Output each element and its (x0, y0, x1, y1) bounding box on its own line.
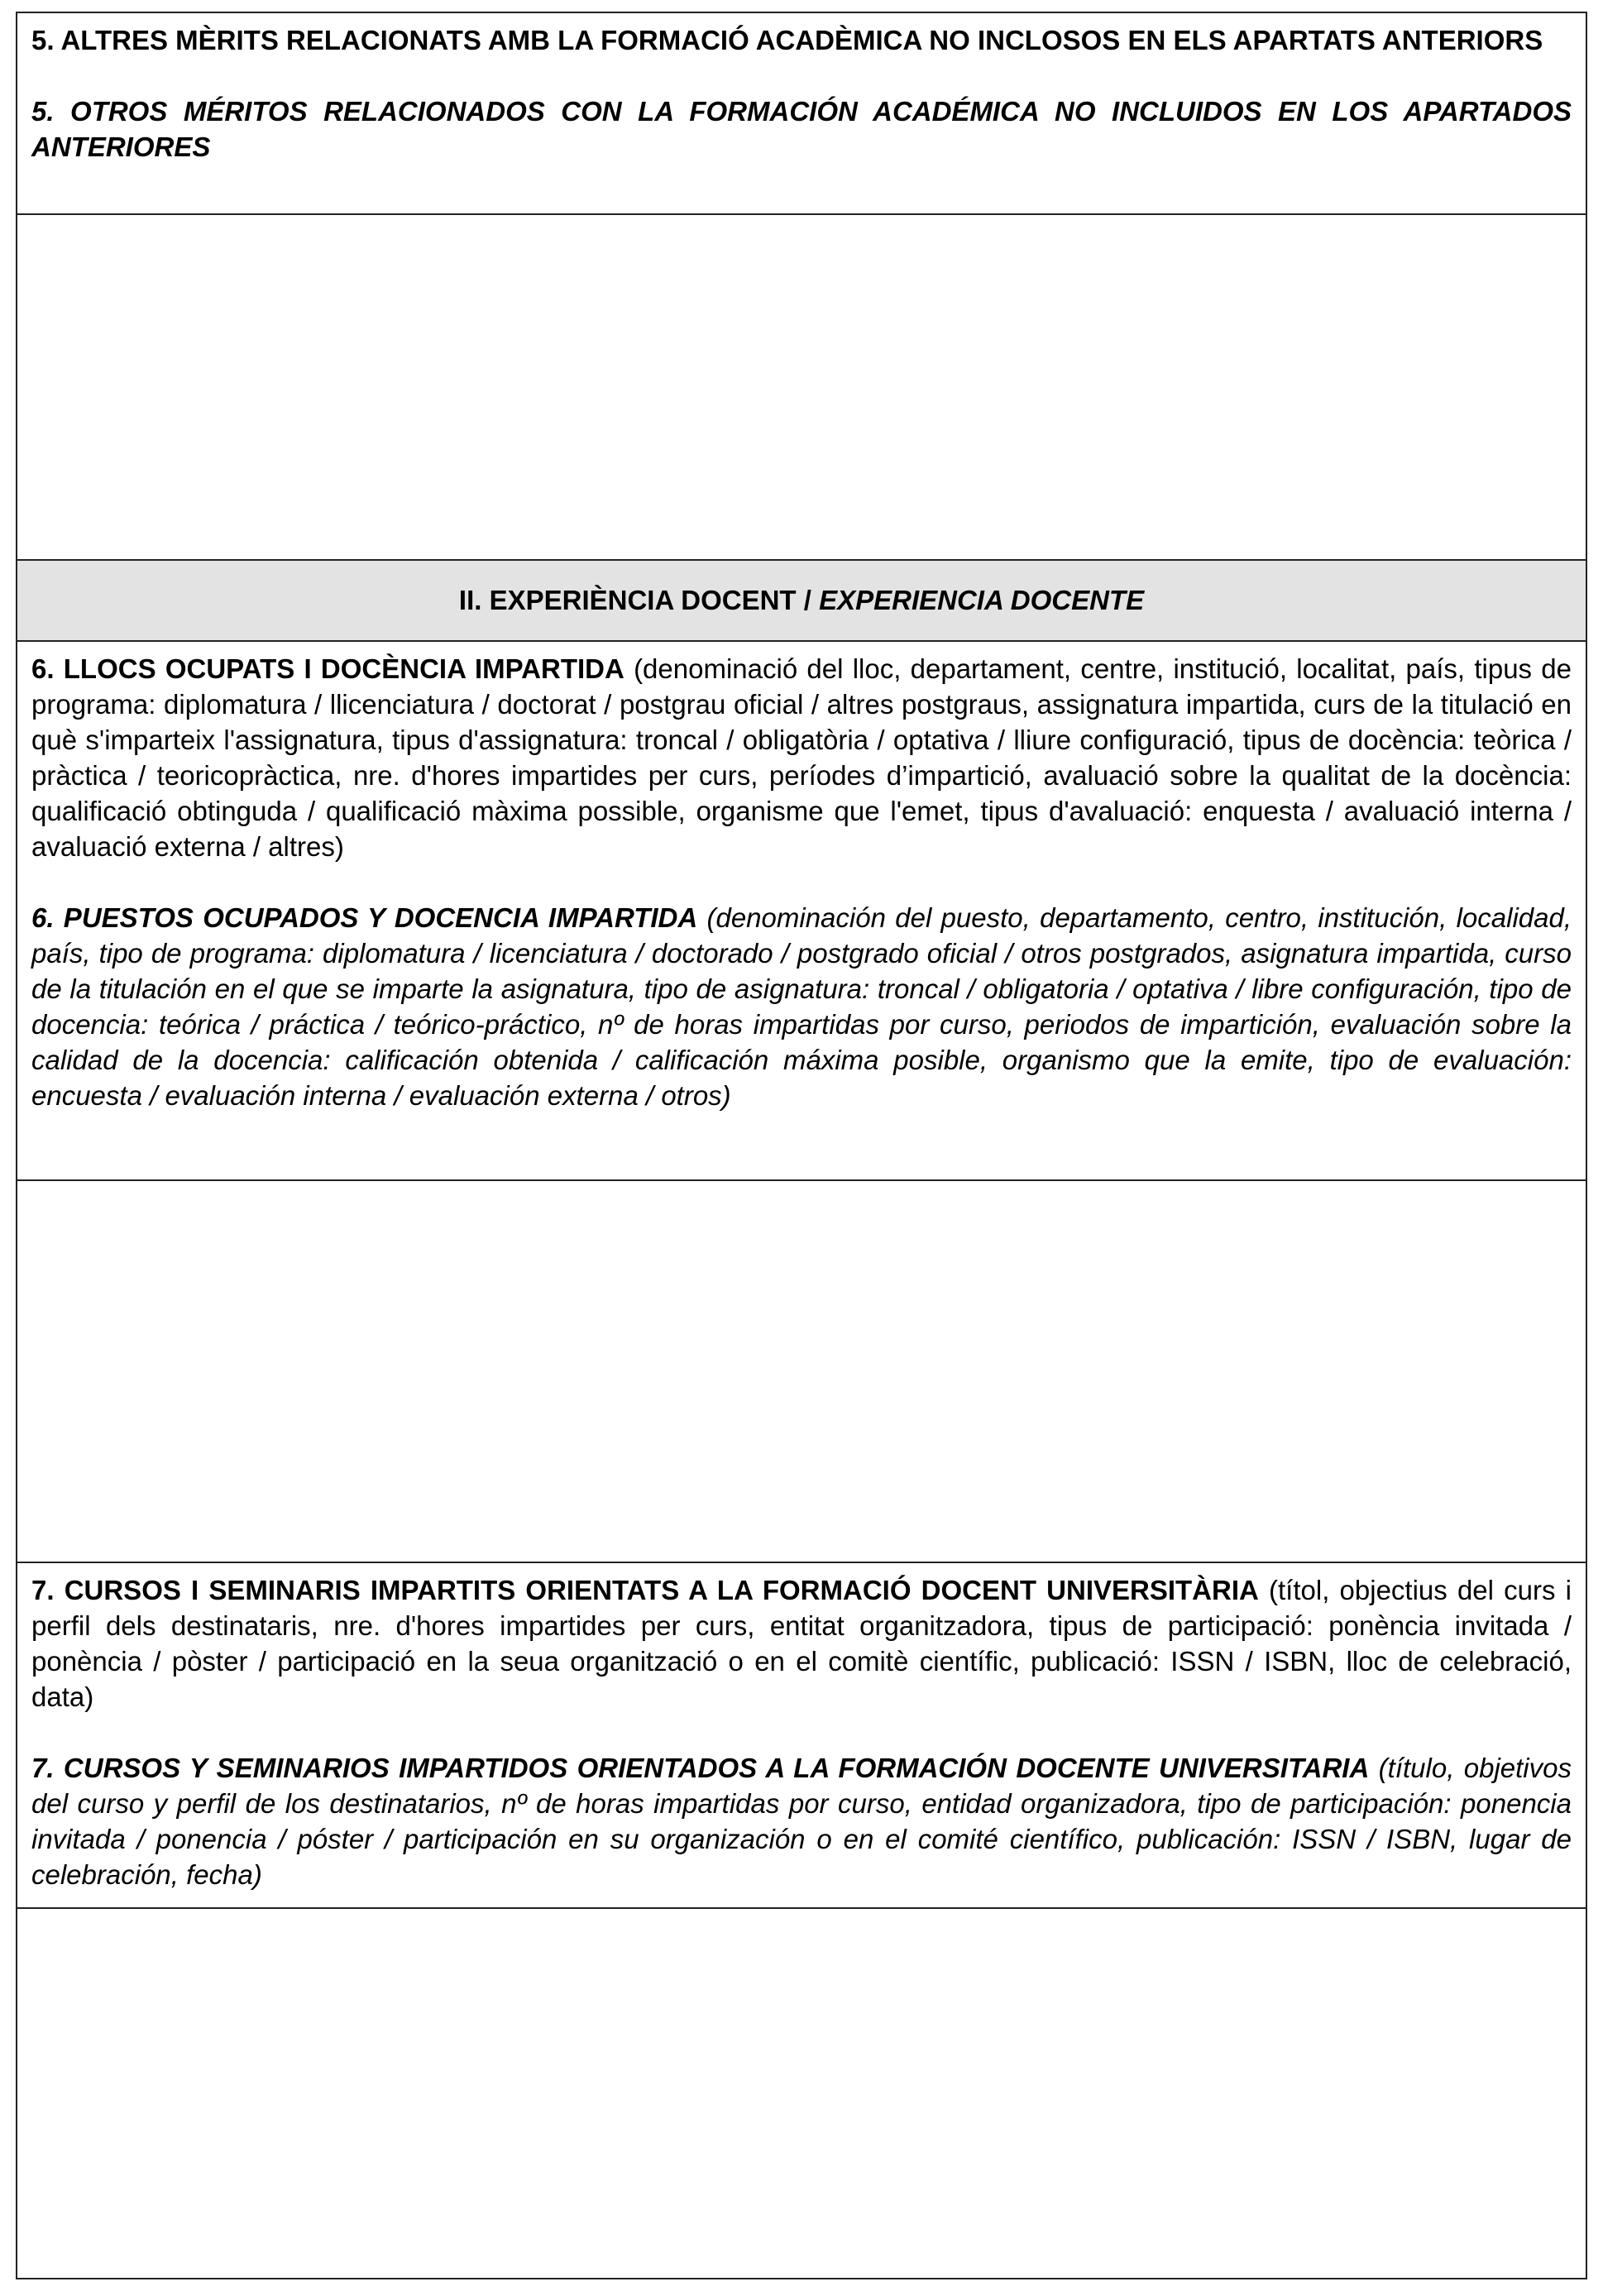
item6-header (17, 640, 1586, 1179)
item5-header (17, 13, 1586, 213)
item7-title-ca: 7. CURSOS I SEMINARIS IMPARTITS ORIENTATS A LA FORMACIÓ DOCENT UNIVERSITÀRIA (31, 1575, 1259, 1605)
item7-input-area[interactable] (17, 1907, 1586, 2278)
item7-desc-es: (título, objetivos del curso y perfil de los destinatarios, nº de horas impartidas por curso, entidad organizadora, tipo de participación: ponencia invitada / ponencia / póster / participación en su organización o en el comité científico, publicación: ISSN / ISBN, lugar de celebración, fecha) (31, 1753, 1572, 1890)
item6-text-es (31, 900, 1572, 1113)
section-ii-title-es: EXPERIENCIA DOCENTE (819, 585, 1145, 615)
item7-text-ca (31, 1572, 1572, 1715)
section-ii-header (17, 559, 1586, 640)
item7-header (17, 1562, 1586, 1907)
item5-title-es: 5. OTROS MÉRITOS RELACIONADOS CON LA FORMACIÓN ACADÉMICA NO INCLUIDOS EN LOS APARTADOS ANTERIORES (31, 96, 1572, 162)
item6-text-ca (31, 651, 1572, 864)
item6-desc-ca: (denominació del lloc, departament, centre, institució, localitat, país, tipus de programa: diplomatura / llicenciatura / doctorat / postgrau oficial / altres postgraus, assignatura impartida, curs de la titulació en què s'imparteix l'assignatura, tipus d'assignatura: troncal / obligatòria / optativa / lliure configuració, tipus de docència: teòrica / pràctica / teoricopràctica, nre. d'hores impartides per curs, períodes d’impartició, avaluació sobre la qualitat de la docència: qualificació obtinguda / qualificació màxima possible, organisme que l'emet, tipus d'avaluació: enquesta / avaluació interna / avaluació externa / altres) (31, 653, 1572, 862)
item5-title-ca: 5. ALTRES MÈRITS RELACIONATS AMB LA FORMACIÓ ACADÈMICA NO INCLOSOS EN ELS APARTATS ANTERIORS (31, 25, 1543, 55)
item6-desc-es: (denominación del puesto, departamento, centro, institución, localidad, país, tipo de programa: diplomatura / licenciatura / doctorado / postgrado oficial / otros postgrados, asignatura impartida, curso de la titulación en el que se imparte la asignatura, tipo de asignatura: troncal / obligatoria / optativa / libre configuración, tipo de docencia: teórica / práctica / teórico-práctico, nº de horas impartidas por curso, periodos de impartición, evaluación sobre la calidad de la docencia: calificación obtenida / calificación máxima posible, organismo que la emite, tipo de evaluación: encuesta / evaluación interna / evaluación externa / otros) (31, 902, 1572, 1111)
item6-title-es: 6. PUESTOS OCUPADOS Y DOCENCIA IMPARTIDA (31, 902, 698, 933)
item7-title-es: 7. CURSOS Y SEMINARIOS IMPARTIDOS ORIENTADOS A LA FORMACIÓN DOCENTE UNIVERSITARIA (31, 1753, 1370, 1783)
item5-input-area[interactable] (17, 213, 1586, 559)
section-ii-title-ca: II. EXPERIÈNCIA DOCENT / (458, 585, 820, 615)
item6-title-ca: 6. LLOCS OCUPATS I DOCÈNCIA IMPARTIDA (31, 653, 624, 684)
item6-input-area[interactable] (17, 1179, 1586, 1562)
item7-desc-ca: (títol, objectius del curs i perfil dels destinataris, nre. d'hores impartides per curs, entitat organitzadora, tipus de participació: ponència invitada / ponència / pòster / participació en la seua organització o en el comitè científic, publicació: ISSN / ISBN, lloc de celebració, data) (31, 1575, 1572, 1712)
cv-form-table (16, 12, 1587, 2279)
item7-text-es (31, 1750, 1572, 1892)
